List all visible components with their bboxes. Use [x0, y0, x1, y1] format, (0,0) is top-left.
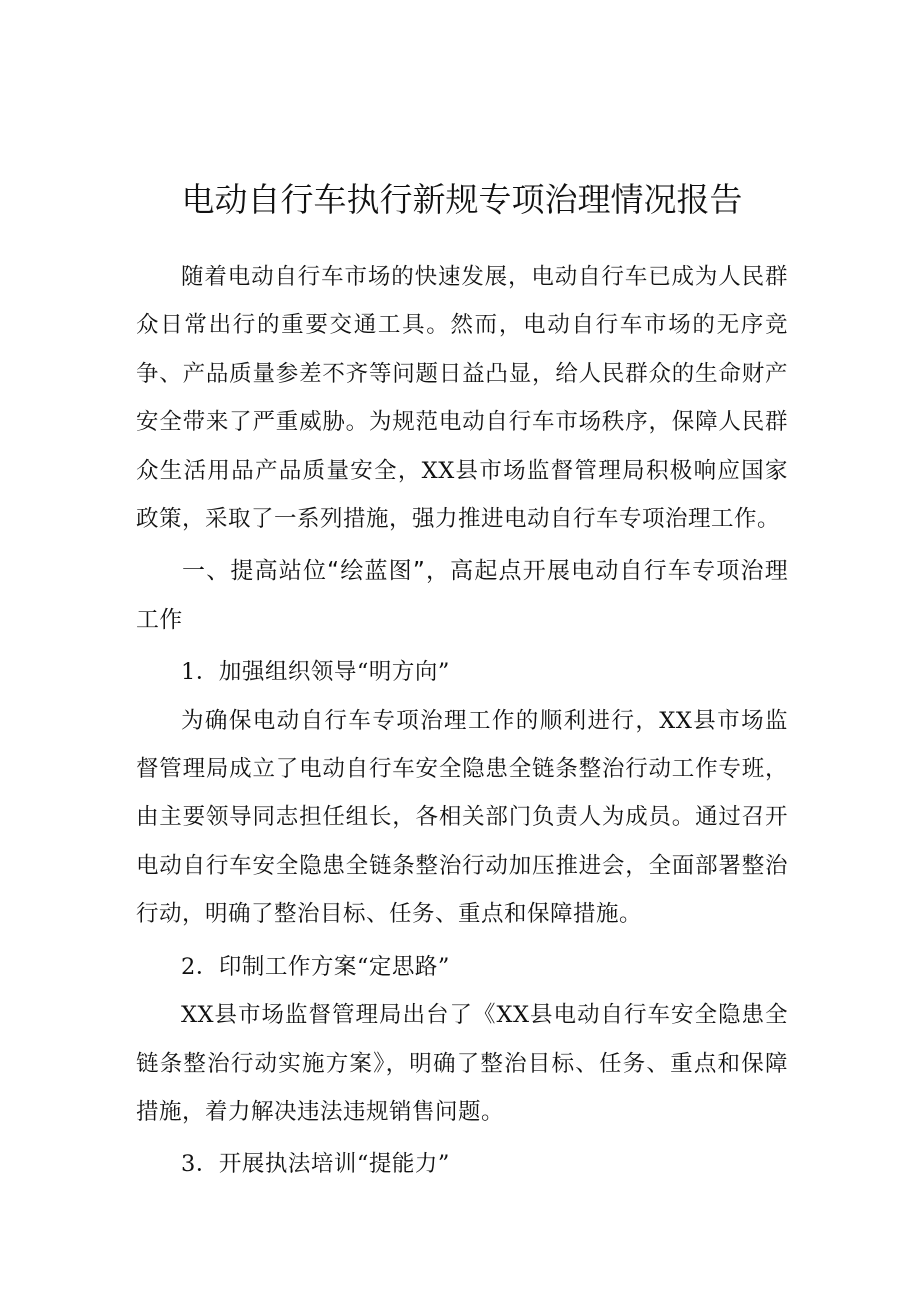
subheading-3: 3．开展执法培训“提能力” [181, 1151, 450, 1178]
body-paragraph-2: XX县市场监督管理局出台了《XX县电动自行车安全隐患全链条整治行动实施方案》，明确了整治目标、任务、重点和保障措施，着力解决违法违规销售问题。 [136, 1002, 788, 1125]
document-title: 电动自行车执行新规专项治理情况报告 [181, 180, 743, 219]
document-body [136, 253, 788, 1189]
body-paragraph-1: 为确保电动自行车专项治理工作的顺利进行，XX县市场监督管理局成立了电动自行车安全隐患全链条整治行动工作专班，由主要领导同志担任组长，各相关部门负责人为成员。通过召开电动自行车安全隐患全链条整治行动加压推进会，全面部署整治行动，明确了整治目标、任务、重点和保障措施。 [136, 707, 788, 928]
subheading-1: 1．加强组织领导“明方向” [181, 659, 450, 686]
subheading-2: 2．印制工作方案“定思路” [181, 953, 450, 980]
section-heading-1: 一、提高站位“绘蓝图”，高起点开展电动自行车专项治理工作 [136, 558, 788, 633]
intro-paragraph: 随着电动自行车市场的快速发展，电动自行车已成为人民群众日常出行的重要交通工具。然而，电动自行车市场的无序竞争、产品质量参差不齐等问题日益凸显，给人民群众的生命财产安全带来了严重威胁。为规范电动自行车市场秩序，保障人民群众生活用品产品质量安全，XX县市场监督管理局积极响应国家政策，采取了一系列措施，强力推进电动自行车专项治理工作。 [136, 264, 788, 533]
